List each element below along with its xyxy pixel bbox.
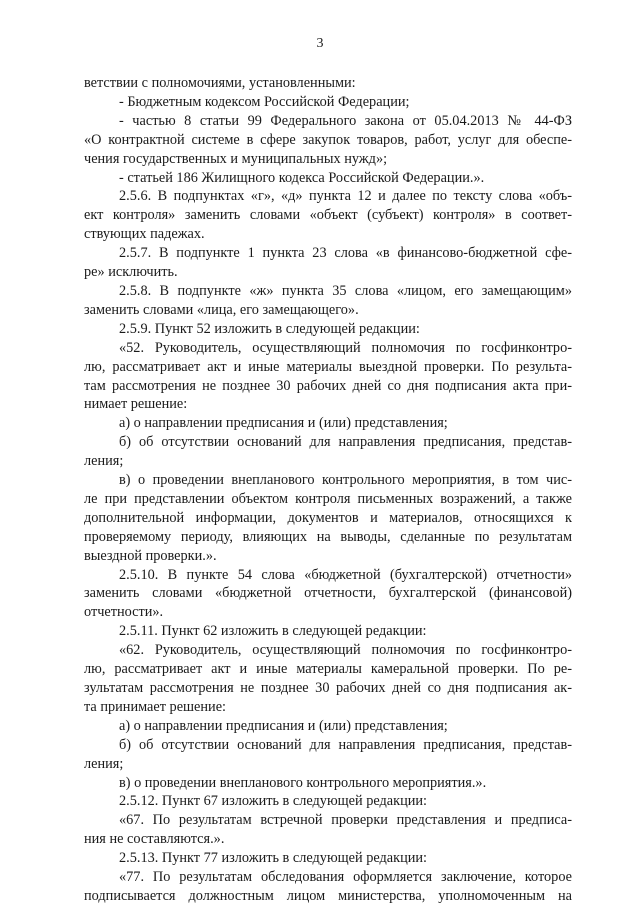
text-line: ре» исключить. xyxy=(84,264,178,281)
text-line: в) о проведении внепланового контрольного мероприятия, в том чис- xyxy=(119,472,572,489)
text-line: «О контрактной системе в сфере закупок товаров, работ, услуг для обеспе- xyxy=(84,131,572,148)
text-line: подписывается должностным лицом министерства, уполномоченным на xyxy=(84,887,572,904)
text-line: дополнительной информации, документов и материалов, относящихся к xyxy=(84,509,572,526)
page-number: 3 xyxy=(316,36,324,51)
text-line: 2.5.12. Пункт 67 изложить в следующей редакции: xyxy=(119,793,428,810)
text-line: «67. По результатам встречной проверки представления и предписа- xyxy=(119,812,572,829)
text-line: та принимает решение: xyxy=(84,698,227,715)
document-body xyxy=(84,74,572,906)
text-line: ления; xyxy=(84,453,124,470)
text-line: в) о проведении внепланового контрольного мероприятия.». xyxy=(119,774,487,791)
text-line: - частью 8 статьи 99 Федерального закона от 05.04.2013 № 44-ФЗ xyxy=(119,112,572,129)
text-line: 2.5.7. В подпункте 1 пункта 23 слова «в финансово-бюджетной сфе- xyxy=(119,245,572,262)
text-line: лю, рассматривает акт и иные материалы выездной проверки. По результа- xyxy=(84,358,572,375)
text-line: ект контроля» заменить словами «объект (субъект) контроля» в соответ- xyxy=(84,207,572,224)
text-line: зультатам рассмотрения не позднее 30 рабочих дней со дня подписания ак- xyxy=(84,680,572,696)
text-line: 2.5.6. В подпунктах «г», «д» пункта 12 и далее по тексту слова «объ- xyxy=(119,188,572,205)
text-line: «52. Руководитель, осуществляющий полномочия по госфинконтро- xyxy=(119,339,572,356)
text-line: - статьей 186 Жилищного кодекса Российской Федерации.». xyxy=(119,169,485,186)
text-line: а) о направлении предписания и (или) представления; xyxy=(119,415,448,432)
text-line: а) о направлении предписания и (или) представления; xyxy=(119,717,448,734)
text-line: чения государственных и муниципальных нужд»; xyxy=(84,150,388,167)
text-line: нимает решение: xyxy=(84,396,188,413)
text-line: 2.5.10. В пункте 54 слова «бюджетной (бухгалтерской) отчетности» xyxy=(119,566,572,583)
text-line: 2.5.11. Пункт 62 изложить в следующей редакции: xyxy=(119,623,427,640)
text-line: заменить словами «лица, его замещающего». xyxy=(84,301,359,318)
text-line: - Бюджетным кодексом Российской Федерации; xyxy=(119,93,410,110)
text-line: заменить словами «бюджетной отчетности, бухгалтерской (финансовой) xyxy=(84,585,572,602)
text-line: «77. По результатам обследования оформляется заключение, которое xyxy=(119,869,572,886)
text-line: б) об отсутствии оснований для направления предписания, представ- xyxy=(119,736,572,753)
text-line: 2.5.9. Пункт 52 изложить в следующей редакции: xyxy=(119,320,420,337)
text-line: б) об отсутствии оснований для направления предписания, представ- xyxy=(119,434,572,451)
text-line: лю, рассматривает акт и иные материалы камеральной проверки. По ре- xyxy=(84,661,572,678)
text-line: отчетности». xyxy=(84,604,164,621)
text-line: 2.5.8. В подпункте «ж» пункта 35 слова «лицом, его замещающим» xyxy=(119,282,572,299)
text-line: 2.5.13. Пункт 77 изложить в следующей редакции: xyxy=(119,850,428,867)
text-line: ле при представлении объектом контроля письменных возражений, а также xyxy=(84,490,572,507)
text-line: ния не составляются.». xyxy=(84,831,225,848)
text-line: «62. Руководитель, осуществляющий полномочия по госфинконтро- xyxy=(119,642,572,659)
text-line: проверяемому периоду, влияющих на выводы, сделанные по результатам xyxy=(84,528,572,545)
text-line: там рассмотрения не позднее 30 рабочих дней со дня подписания акта при- xyxy=(84,377,572,394)
text-line: ветствии с полномочиями, установленными: xyxy=(84,75,356,91)
text-line: выездной проверки.». xyxy=(84,547,217,564)
text-line: ления; xyxy=(84,755,124,772)
text-line: ствующих падежах. xyxy=(84,226,205,243)
